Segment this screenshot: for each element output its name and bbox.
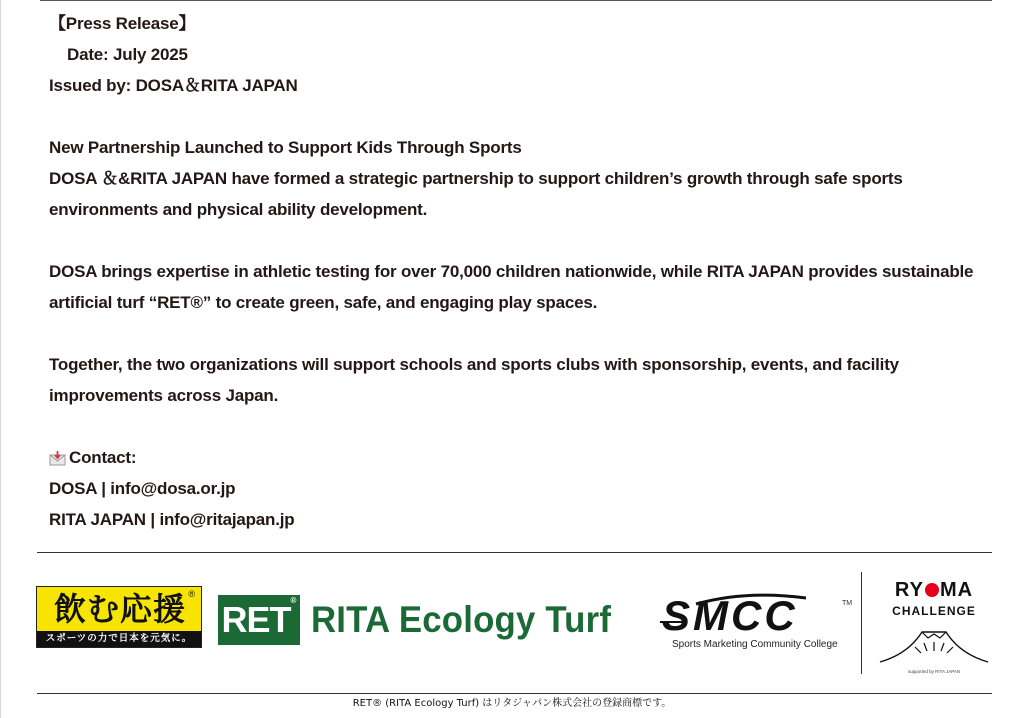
smcc-subtitle: Sports Marketing Community College <box>672 639 838 650</box>
spacer <box>49 411 999 442</box>
issued-by: Issued by: DOSA＆RITA JAPAN <box>49 76 298 95</box>
trademark-note: RET® (RITA Ecology Turf) はリタジャパン株式会社の登録商標です。 <box>352 698 672 709</box>
rita-ecology-turf-logo <box>218 595 648 645</box>
nomu-ouen-logo <box>36 586 202 648</box>
page-left-border <box>0 0 1 718</box>
mountain-icon <box>878 624 990 668</box>
press-release-header: 【Press Release】 <box>49 14 196 33</box>
top-rule <box>40 0 992 1</box>
logo-divider <box>861 572 862 674</box>
logo-section-top-rule <box>37 552 992 553</box>
trademark-mark: TM <box>842 600 853 607</box>
footer-rule <box>37 693 992 694</box>
red-sun-icon <box>925 583 939 597</box>
contact-label: Contact: <box>69 448 137 467</box>
smcc-logo <box>656 592 852 658</box>
headline: New Partnership Launched to Support Kids Through Sports <box>49 138 522 157</box>
ryoma-title: RY MA <box>894 579 974 601</box>
contact-rita: RITA JAPAN | info@ritajapan.jp <box>49 510 295 529</box>
envelope-icon <box>49 445 66 476</box>
contact-heading <box>49 442 999 473</box>
registered-mark: ® <box>188 589 195 599</box>
nomu-ouen-title: 飲む応援 <box>53 590 186 628</box>
release-date: Date: July 2025 <box>67 45 188 64</box>
nomu-ouen-tagline: スポーツの力で日本を元気に。 <box>37 631 201 647</box>
paragraph-2-line-2: artificial turf “RET®” to create green, safe, and engaging play spaces. <box>49 293 598 312</box>
ryoma-subtitle: CHALLENGE <box>892 604 976 618</box>
ret-mark: RET® <box>218 595 300 645</box>
paragraph-1-line-1: DOSA ＆&RITA JAPAN have formed a strategic partnership to support children’s growth through safe sports <box>49 169 903 188</box>
paragraph-3-line-2: improvements across Japan. <box>49 386 279 405</box>
spacer <box>49 225 999 256</box>
smcc-name: SMCC <box>662 592 798 639</box>
spacer <box>49 318 999 349</box>
ryoma-supported-by: supported by RITA JAPAN <box>907 669 961 674</box>
rita-ecology-turf-name: RITA Ecology Turf <box>311 599 612 640</box>
paragraph-2-line-1: DOSA brings expertise in athletic testing for over 70,000 children nationwide, while RITA JAPAN provides sustainable <box>49 262 974 281</box>
paragraph-3-line-1: Together, the two organizations will support schools and sports clubs with sponsorship, events, and facility <box>49 355 899 374</box>
contact-dosa: DOSA | info@dosa.or.jp <box>49 479 236 498</box>
paragraph-1-line-2: environments and physical ability development. <box>49 200 428 219</box>
spacer <box>49 101 999 132</box>
ryoma-challenge-logo <box>872 578 996 678</box>
press-release-body <box>49 8 999 535</box>
